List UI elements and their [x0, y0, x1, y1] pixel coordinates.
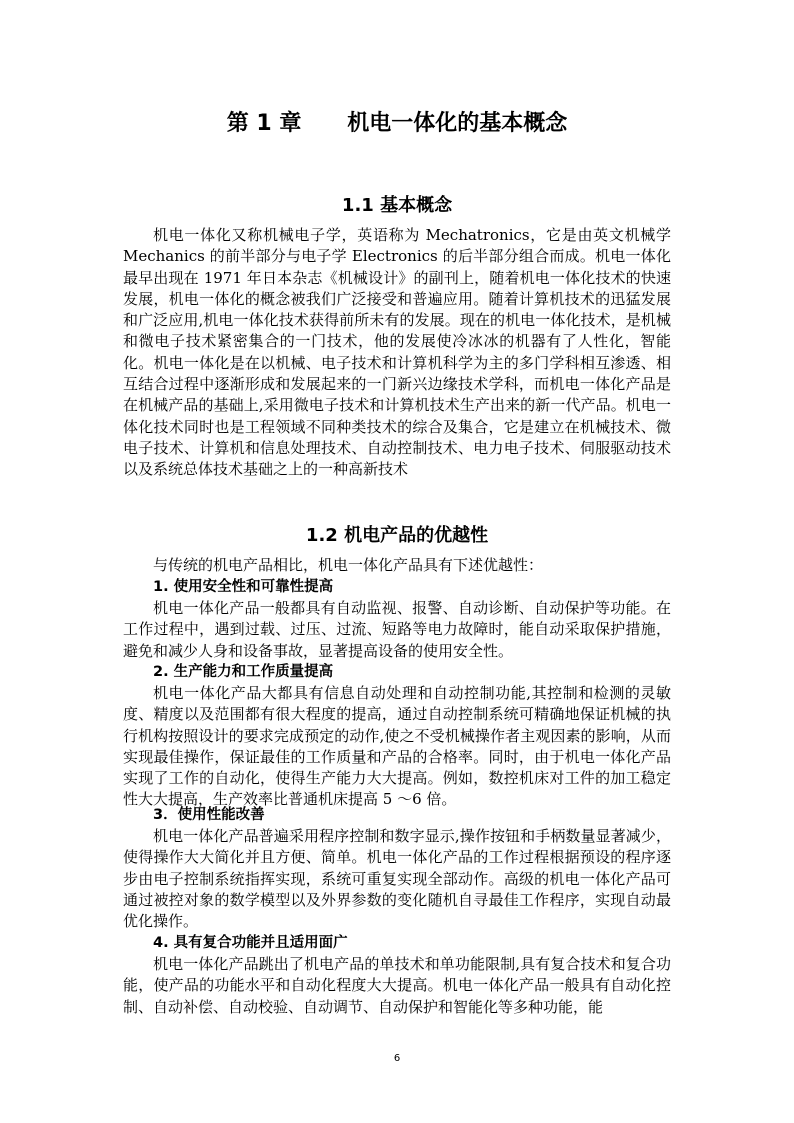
page-number: 6	[393, 1053, 401, 1064]
item-2-heading: 2. 生产能力和工作质量提高	[153, 664, 334, 680]
item-3-text: 机电一体化产品普遍采用程序控制和数字显示,操作按钮和手柄数量显著减少，使得操作大大简化并且方便、简单。机电一体化产品的工作过程根据预设的程序逐步由电子控制系统指挥实现，系统可重复实现全部动作。高级的机电一体化产品可通过被控对象的数学模型以及外界参数的变化随机自寻最佳工作程序，实现自动最优化操作。	[123, 827, 671, 931]
item-1-text: 机电一体化产品一般都具有自动监视、报警、自动诊断、自动保护等功能。在工作过程中，遇到过载、过压、过流、短路等电力故障时，能自动采取保护措施，避免和减少人身和设备事故，显著提高设备的使用安全性。	[123, 599, 671, 660]
section-1-1-paragraph: 机电一体化又称机械电子学，英语称为 Mechatronics，它是由英文机械学 Mechanics 的前半部分与电子学 Electronics 的后半部分组合而成。机电一体化最早出现在 1971 年日本杂志《机械设计》的副刊上，随着机电一体化技术的快速发展，机电一体化的概念被我们广泛接受和普遍应用。随着计算机技术的迅猛发展和广泛应用,机电一体化技术获得前所未有的发展。现在的机电一体化技术，是机械和微电子技术紧密集合的一门技术，他的发展使冷冰冰的机器有了人性化，智能化。机电一体化是在以机械、电子技术和计算机科学为主的多门学科相互渗透、相互结合过程中逐渐形成和发展起来的一门新兴边缘技术学科，而机电一体化产品是在机械产品的基础上,采用微电子技术和计算机技术生产出来的新一代产品。机电一体化技术同时也是工程领域不同种类技术的综合及集合，它是建立在机械技术、微电子技术、计算机和信息处理技术、自动控制技术、电力电子技术、伺服驱动技术以及系统总体技术基础之上的一种高新技术	[123, 226, 671, 479]
section-1-2-intro: 与传统的机电产品相比，机电一体化产品具有下述优越性：	[153, 556, 544, 574]
item-2-text: 机电一体化产品大都具有信息自动处理和自动控制功能,其控制和检测的灵敏度、精度以及范围都有很大程度的提高，通过自动控制系统可精确地保证机械的执行机构按照设计的要求完成预定的动作,使之不受机械操作者主观因素的影响，从而实现最佳操作，保证最佳的工作质量和产品的合格率。同时，由于机电一体化产品实现了工作的自动化，使得生产能力大大提高。例如，数控机床对工件的加工稳定性大大提高，生产效率比普通机床提高 5 ～6 倍。	[123, 684, 671, 809]
section-title-1-1: 1.1 基本概念	[341, 195, 453, 216]
section-title-1-2: 1.2 机电产品的优越性	[305, 525, 489, 546]
item-1-heading: 1. 使用安全性和可靠性提高	[153, 579, 334, 595]
item-3-heading: 3．使用性能改善	[153, 807, 265, 823]
item-4-heading: 4. 具有复合功能并且适用面广	[153, 935, 348, 951]
item-4-text: 机电一体化产品跳出了机电产品的单技术和单功能限制,具有复合技术和复合功能，使产品的功能水平和自动化程度大大提高。机电一体化产品一般具有自动化控制、自动补偿、自动校验、自动调节、自动保护和智能化等多种功能，能	[123, 955, 671, 1016]
chapter-title: 第 1 章 机电一体化的基本概念	[226, 111, 568, 136]
